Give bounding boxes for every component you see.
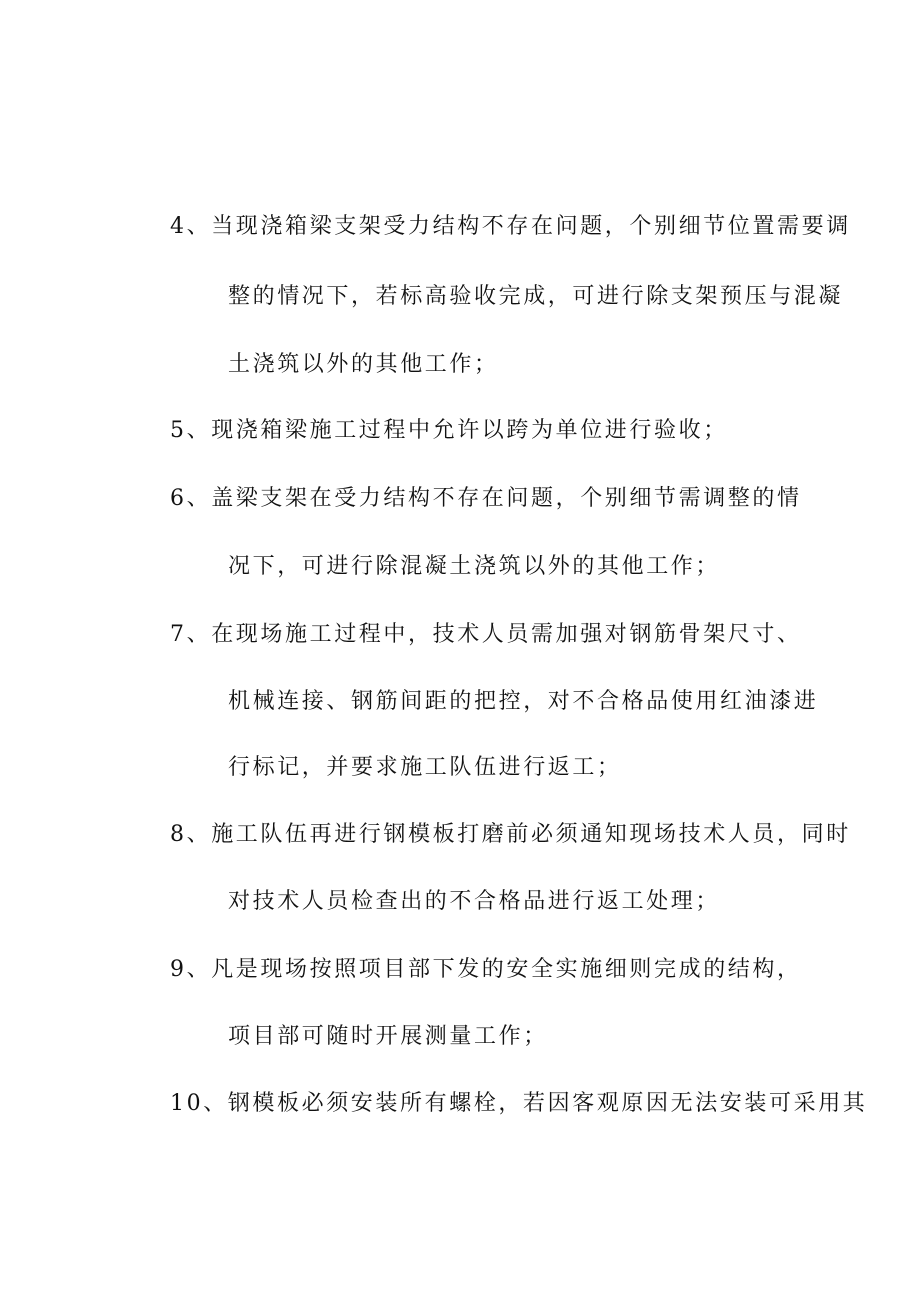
item-9-line-2: 项目部可随时开展测量工作； [228, 1024, 548, 1049]
item-5-number: 5、 [170, 418, 212, 443]
item-5-line-1 [170, 416, 728, 446]
item-7-text-line-1: 在现场施工过程中，技术人员需加强对钢筋骨架尺寸、 [211, 622, 802, 647]
item-8-line-1 [170, 820, 851, 850]
item-10-line-1 [170, 1089, 867, 1119]
item-6-line-1 [170, 484, 802, 514]
item-7-line-3: 行标记，并要求施工队伍进行返工； [228, 755, 622, 780]
item-4-line-1 [170, 212, 851, 242]
item-9-text-line-1: 凡是现场按照项目部下发的安全实施细则完成的结构， [211, 957, 802, 982]
item-7-number: 7、 [170, 622, 212, 647]
item-8-text-line-1: 施工队伍再进行钢模板打磨前必须通知现场技术人员，同时 [211, 822, 851, 847]
item-10-text-line-1: 钢模板必须安装所有螺栓，若因客观原因无法安装可采用其 [227, 1091, 868, 1116]
item-7-line-2: 机械连接、钢筋间距的把控，对不合格品使用红油漆进 [228, 689, 819, 714]
item-4-line-2: 整的情况下，若标高验收完成，可进行除支架预压与混凝 [228, 284, 844, 309]
item-9-number: 9、 [170, 957, 212, 982]
item-10-number: 10、 [170, 1091, 228, 1116]
item-6-number: 6、 [170, 486, 212, 511]
item-4-number: 4、 [170, 214, 212, 239]
item-9-line-1 [170, 955, 802, 985]
item-8-line-2: 对技术人员检查出的不合格品进行返工处理； [228, 889, 721, 914]
item-8-number: 8、 [170, 822, 212, 847]
item-4-text-line-1: 当现浇箱梁支架受力结构不存在问题，个别细节位置需要调 [211, 214, 851, 239]
item-6-line-2: 况下，可进行除混凝土浇筑以外的其他工作； [228, 554, 721, 579]
item-7-line-1 [170, 620, 802, 650]
item-4-line-3: 土浇筑以外的其他工作； [228, 352, 499, 377]
item-5-text-line-1: 现浇箱梁施工过程中允许以跨为单位进行验收； [211, 418, 728, 443]
item-6-text-line-1: 盖梁支架在受力结构不存在问题，个别细节需调整的情 [211, 486, 802, 511]
